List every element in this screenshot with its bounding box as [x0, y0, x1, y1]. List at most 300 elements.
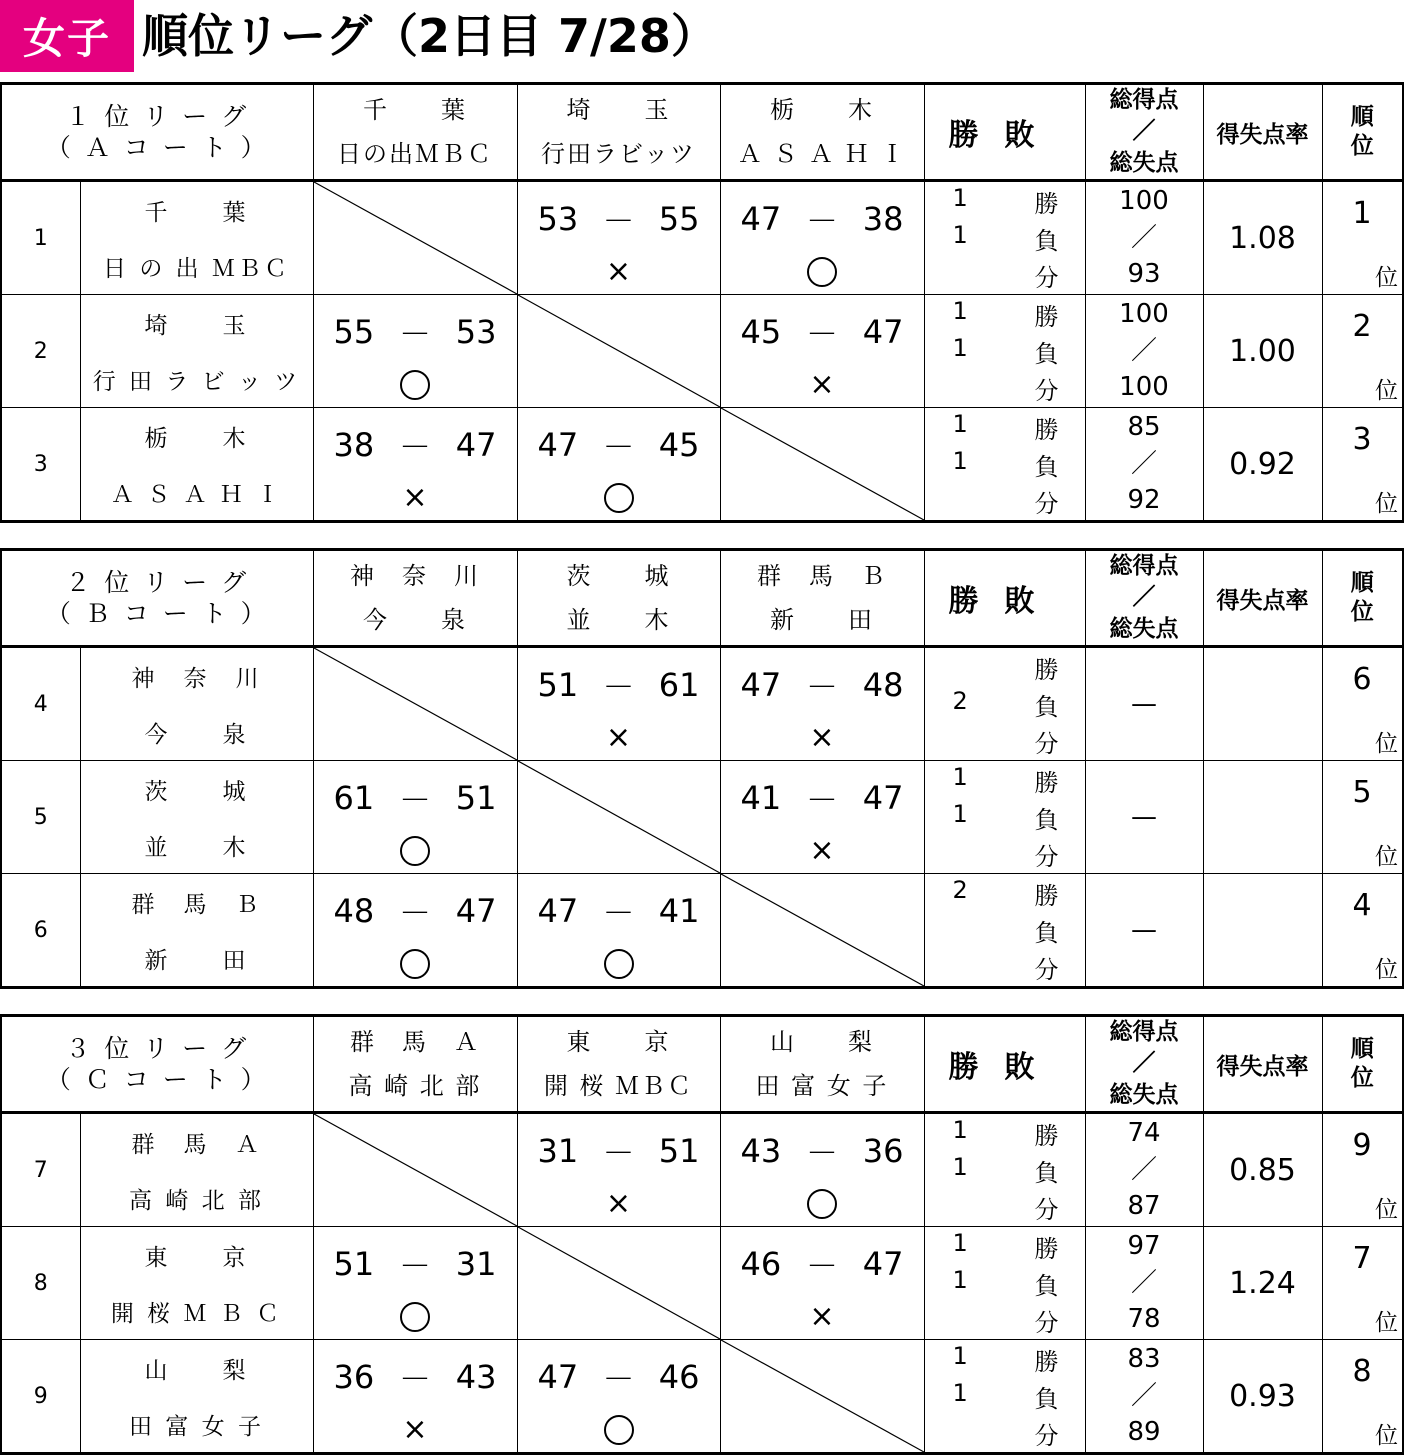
match-result-cell — [517, 1340, 720, 1454]
team-pref: 東 京 — [144, 1244, 249, 1271]
rank-suffix: 位 — [1375, 378, 1398, 404]
points-slash: ／ — [1130, 335, 1157, 366]
loss-mark-icon: × — [809, 367, 835, 402]
wins-label: 勝 — [1034, 882, 1059, 910]
score-dash: － — [398, 1360, 431, 1398]
rank-suffix: 位 — [1375, 1310, 1398, 1336]
self-match-cell — [313, 1113, 517, 1227]
team-club: 行 田 ラ ビ ッ ツ — [92, 368, 301, 395]
points-rate: 0.92 — [1203, 408, 1322, 522]
score-for: 51 — [537, 666, 579, 704]
win-loss-header: 勝敗 — [924, 1016, 1085, 1113]
score — [314, 892, 517, 930]
rank-suffix: 位 — [1375, 1423, 1398, 1449]
opponent-club: 日の出ＭＢＣ — [337, 139, 493, 168]
opponent-header — [313, 1016, 517, 1113]
points-header — [1085, 550, 1203, 647]
team-name — [80, 1227, 313, 1340]
loss-mark-icon: × — [605, 1186, 632, 1221]
opponent-header — [313, 550, 517, 647]
opponent-club: 並 木 — [566, 605, 671, 634]
team-club: 今 泉 — [144, 721, 249, 748]
loss-mark-icon: × — [809, 720, 835, 755]
wins-label: 勝 — [1034, 190, 1059, 218]
self-match-cell — [313, 647, 517, 761]
score-dash: － — [805, 781, 838, 819]
points-cell — [1085, 1340, 1203, 1454]
points-dash: — — [1131, 915, 1157, 945]
wins-count: 1 — [952, 297, 968, 325]
result-mark — [314, 946, 517, 982]
points-against: 92 — [1127, 485, 1161, 516]
rank-suffix: 位 — [1375, 1197, 1398, 1223]
win-loss-cell — [924, 181, 1085, 295]
league-name — [1, 84, 313, 181]
rank-value: 1 — [1352, 196, 1372, 231]
league-header-row — [1, 1016, 1403, 1113]
rank-cell — [1322, 1113, 1403, 1227]
score — [314, 426, 517, 464]
score — [518, 1358, 720, 1396]
points-for: 100 — [1119, 299, 1169, 330]
opponent-header — [517, 1016, 720, 1113]
wins-count: 1 — [952, 1116, 968, 1144]
score-against: 47 — [455, 426, 497, 464]
draws-label: 分 — [1034, 377, 1059, 405]
diagonal-line — [721, 874, 924, 986]
score — [518, 892, 720, 930]
wins-label: 勝 — [1034, 1348, 1059, 1376]
score-against: 47 — [455, 892, 497, 930]
team-number: 1 — [1, 181, 80, 295]
result-mark — [721, 367, 924, 403]
draws-label: 分 — [1034, 1309, 1059, 1337]
league-name-line1: ２ 位 リ ー グ — [65, 567, 250, 597]
score-for: 36 — [333, 1358, 375, 1396]
score — [314, 1245, 517, 1283]
team-row — [1, 408, 1403, 522]
score-against: 47 — [862, 779, 904, 817]
team-club: Ａ Ｓ Ａ Ｈ Ｉ — [110, 481, 283, 508]
rank-value: 6 — [1352, 662, 1372, 697]
loss-mark-icon: × — [402, 1412, 428, 1447]
result-mark — [314, 833, 517, 869]
points-for-label: 総得点 — [1109, 553, 1179, 580]
score — [721, 200, 924, 238]
team-name — [80, 647, 313, 761]
team-name — [80, 1113, 313, 1227]
result-mark — [721, 254, 924, 290]
losses-count: 1 — [952, 221, 968, 249]
league-name-line1: １ 位 リ ー グ — [65, 101, 250, 131]
team-club: 並 木 — [144, 834, 249, 861]
losses-count: 1 — [952, 800, 968, 828]
opponent-club: 高 崎 北 部 — [348, 1071, 482, 1100]
score-for: 47 — [537, 426, 579, 464]
losses-count: 1 — [952, 1266, 968, 1294]
win-loss-cell — [924, 1227, 1085, 1340]
league-name-line2: （ Ｃ コ ー ト ） — [45, 1065, 269, 1094]
wins-count: 1 — [952, 1229, 968, 1257]
points-cell — [1085, 1227, 1203, 1340]
opponent-pref: 埼 玉 — [566, 95, 671, 124]
team-row — [1, 761, 1403, 874]
match-result-cell — [313, 295, 517, 408]
rank-cell — [1322, 874, 1403, 988]
score-dash: － — [602, 894, 635, 932]
score — [314, 1358, 517, 1396]
score-for: 41 — [740, 779, 782, 817]
win-mark-icon — [400, 836, 430, 866]
win-mark-icon — [400, 370, 430, 400]
score-against: 47 — [862, 1245, 904, 1283]
rank-header — [1322, 1016, 1403, 1113]
rank-cell — [1322, 761, 1403, 874]
points-against: 93 — [1127, 259, 1161, 290]
score-for: 47 — [740, 666, 782, 704]
score-for: 47 — [537, 892, 579, 930]
match-result-cell — [313, 408, 517, 522]
team-number: 3 — [1, 408, 80, 522]
opponent-header — [517, 84, 720, 181]
points-against: 78 — [1127, 1304, 1161, 1335]
score-for: 43 — [740, 1132, 782, 1170]
league-name-line1: ３ 位 リ ー グ — [65, 1033, 250, 1063]
win-mark-icon — [807, 1189, 837, 1219]
win-loss-header: 勝敗 — [924, 550, 1085, 647]
opponent-header — [517, 550, 720, 647]
score-against: 36 — [862, 1132, 904, 1170]
wins-label: 勝 — [1034, 656, 1059, 684]
team-number: 2 — [1, 295, 80, 408]
team-pref: 栃 木 — [144, 425, 249, 452]
team-pref: 群 馬 Ｂ — [131, 891, 262, 918]
points-slash: ／ — [1130, 222, 1157, 253]
score-for: 53 — [537, 200, 579, 238]
losses-label: 負 — [1034, 806, 1059, 834]
points-against-label: 総失点 — [1109, 615, 1179, 642]
team-number: 7 — [1, 1113, 80, 1227]
draws-label: 分 — [1034, 730, 1059, 758]
loss-mark-icon: × — [605, 254, 632, 289]
self-match-cell — [517, 761, 720, 874]
opponent-pref: 神 奈 川 — [350, 561, 480, 590]
score-dash: － — [398, 894, 431, 932]
match-result-cell — [517, 408, 720, 522]
league-table-3 — [0, 1014, 1404, 1455]
league-name — [1, 550, 313, 647]
score-against: 55 — [658, 200, 700, 238]
points-slash: ／ — [1130, 448, 1157, 479]
team-row — [1, 1340, 1403, 1454]
loss-mark-icon: × — [809, 833, 835, 868]
opponent-pref: 山 梨 — [770, 1027, 874, 1056]
points-slash: ／ — [1132, 118, 1156, 145]
losses-label: 負 — [1034, 1159, 1059, 1187]
score-for: 48 — [333, 892, 375, 930]
match-result-cell — [720, 647, 924, 761]
team-number: 5 — [1, 761, 80, 874]
result-mark — [721, 833, 924, 869]
points-cell — [1085, 408, 1203, 522]
win-mark-icon — [604, 949, 634, 979]
team-number: 4 — [1, 647, 80, 761]
losses-count: 1 — [952, 1153, 968, 1181]
losses-count: 2 — [952, 687, 968, 715]
opponent-club: 新 田 — [770, 605, 874, 634]
wins-label: 勝 — [1034, 1122, 1059, 1150]
wins-label: 勝 — [1034, 769, 1059, 797]
team-club: 開 桜 Ｍ Ｂ Ｃ — [110, 1300, 283, 1327]
diagonal-line — [721, 408, 924, 520]
win-loss-cell — [924, 408, 1085, 522]
points-dash: — — [1131, 802, 1157, 832]
rate-header: 得失点率 — [1203, 550, 1322, 647]
team-name — [80, 761, 313, 874]
team-row — [1, 295, 1403, 408]
team-name — [80, 1340, 313, 1454]
score-dash: － — [602, 428, 635, 466]
score-dash: － — [805, 202, 838, 240]
score-dash: － — [602, 202, 635, 240]
score-dash: － — [398, 1247, 431, 1285]
rank-cell — [1322, 295, 1403, 408]
points-against-label: 総失点 — [1109, 1081, 1179, 1108]
diagonal-line — [314, 648, 517, 760]
points-slash: ／ — [1130, 1267, 1157, 1298]
result-mark — [518, 946, 720, 982]
points-against: 87 — [1127, 1191, 1161, 1222]
points-cell — [1085, 1113, 1203, 1227]
loss-mark-icon: × — [809, 1299, 835, 1334]
score-against: 38 — [862, 200, 904, 238]
points-rate: 1.00 — [1203, 295, 1322, 408]
league-table-1 — [0, 82, 1404, 523]
result-mark — [721, 720, 924, 756]
draws-label: 分 — [1034, 843, 1059, 871]
team-pref: 茨 城 — [144, 778, 249, 805]
result-mark — [314, 480, 517, 516]
opponent-club: Ａ Ｓ Ａ Ｈ Ｉ — [737, 139, 907, 168]
score-for: 47 — [740, 200, 782, 238]
score-dash: － — [805, 668, 838, 706]
rate-header: 得失点率 — [1203, 1016, 1322, 1113]
points-for: 74 — [1127, 1118, 1161, 1149]
points-for: 97 — [1127, 1231, 1161, 1262]
team-pref: 埼 玉 — [144, 312, 249, 339]
points-for-label: 総得点 — [1109, 1019, 1179, 1046]
score-for: 55 — [333, 313, 375, 351]
win-loss-cell — [924, 1113, 1085, 1227]
team-number: 6 — [1, 874, 80, 988]
match-result-cell — [720, 761, 924, 874]
diagonal-line — [314, 182, 517, 294]
draws-label: 分 — [1034, 1422, 1059, 1450]
rate-header: 得失点率 — [1203, 84, 1322, 181]
draws-label: 分 — [1034, 956, 1059, 984]
score-dash: － — [805, 315, 838, 353]
win-mark-icon — [604, 1415, 634, 1445]
league-header-row — [1, 550, 1403, 647]
points-header — [1085, 1016, 1203, 1113]
result-mark — [518, 254, 720, 290]
team-number: 9 — [1, 1340, 80, 1454]
score-dash: － — [805, 1134, 838, 1172]
opponent-pref: 茨 城 — [566, 561, 671, 590]
points-for: 85 — [1127, 412, 1161, 443]
points-cell — [1085, 761, 1203, 874]
rank-header-top: 順 — [1350, 104, 1374, 131]
wins-label: 勝 — [1034, 416, 1059, 444]
league-name-line2: （ Ｂ コ ー ト ） — [45, 599, 269, 628]
score — [721, 1132, 924, 1170]
losses-label: 負 — [1034, 919, 1059, 947]
points-for: 83 — [1127, 1344, 1161, 1375]
score-against: 51 — [455, 779, 497, 817]
team-pref: 群 馬 Ａ — [131, 1131, 262, 1158]
rank-header-top: 順 — [1350, 570, 1374, 597]
rank-cell — [1322, 1227, 1403, 1340]
win-mark-icon — [400, 949, 430, 979]
result-mark — [518, 480, 720, 516]
score-against: 61 — [658, 666, 700, 704]
score-for: 31 — [537, 1132, 579, 1170]
score — [314, 313, 517, 351]
score — [721, 1245, 924, 1283]
rank-value: 2 — [1352, 309, 1372, 344]
score-against: 47 — [862, 313, 904, 351]
match-result-cell — [720, 1227, 924, 1340]
score-against: 41 — [658, 892, 700, 930]
rank-suffix: 位 — [1375, 957, 1398, 983]
draws-label: 分 — [1034, 264, 1059, 292]
rank-cell — [1322, 181, 1403, 295]
league-header-row — [1, 84, 1403, 181]
win-loss-header: 勝敗 — [924, 84, 1085, 181]
rank-header-bottom: 位 — [1350, 133, 1374, 159]
win-loss-cell — [924, 647, 1085, 761]
rank-suffix: 位 — [1375, 731, 1398, 757]
result-mark — [518, 1412, 720, 1448]
losses-count: 1 — [952, 334, 968, 362]
league-name — [1, 1016, 313, 1113]
win-loss-cell — [924, 295, 1085, 408]
match-result-cell — [720, 295, 924, 408]
match-result-cell — [313, 874, 517, 988]
page-title: 順位リーグ（2日目 7/28） — [142, 9, 717, 63]
score — [518, 1132, 720, 1170]
team-club: 高 崎 北 部 — [129, 1187, 264, 1214]
score-against: 48 — [862, 666, 904, 704]
points-rate — [1203, 761, 1322, 874]
rank-header — [1322, 84, 1403, 181]
opponent-pref: 千 葉 — [363, 95, 467, 124]
points-rate: 1.24 — [1203, 1227, 1322, 1340]
score-for: 47 — [537, 1358, 579, 1396]
score-dash: － — [398, 781, 431, 819]
team-row — [1, 647, 1403, 761]
points-slash: ／ — [1132, 1050, 1156, 1077]
team-name — [80, 295, 313, 408]
self-match-cell — [720, 874, 924, 988]
wins-count: 1 — [952, 410, 968, 438]
points-against: 89 — [1127, 1417, 1161, 1448]
score — [314, 779, 517, 817]
match-result-cell — [517, 181, 720, 295]
team-pref: 千 葉 — [144, 199, 249, 226]
win-mark-icon — [807, 257, 837, 287]
points-slash: ／ — [1132, 584, 1156, 611]
score-for: 38 — [333, 426, 375, 464]
rank-cell — [1322, 1340, 1403, 1454]
loss-mark-icon: × — [402, 480, 428, 515]
score-against: 45 — [658, 426, 700, 464]
points-rate: 0.93 — [1203, 1340, 1322, 1454]
rank-value: 8 — [1352, 1354, 1372, 1389]
points-rate — [1203, 874, 1322, 988]
match-result-cell — [720, 181, 924, 295]
points-slash: ／ — [1130, 1154, 1157, 1185]
rank-suffix: 位 — [1375, 844, 1398, 870]
points-cell — [1085, 295, 1203, 408]
team-pref: 神 奈 川 — [131, 665, 262, 692]
self-match-cell — [517, 1227, 720, 1340]
points-rate: 0.85 — [1203, 1113, 1322, 1227]
opponent-header — [720, 1016, 924, 1113]
self-match-cell — [313, 181, 517, 295]
team-club: 新 田 — [144, 947, 249, 974]
points-cell — [1085, 181, 1203, 295]
match-result-cell — [517, 647, 720, 761]
team-name — [80, 408, 313, 522]
losses-count: 1 — [952, 1379, 968, 1407]
points-cell — [1085, 874, 1203, 988]
opponent-pref: 群 馬 Ａ — [350, 1027, 480, 1056]
opponent-club: 田 富 女 子 — [755, 1071, 889, 1100]
opponent-header — [720, 550, 924, 647]
rank-header-bottom: 位 — [1350, 1065, 1374, 1091]
opponent-pref: 東 京 — [566, 1027, 671, 1056]
score-against: 51 — [658, 1132, 700, 1170]
diagonal-line — [518, 1227, 720, 1339]
score-against: 43 — [455, 1358, 497, 1396]
score-for: 61 — [333, 779, 375, 817]
rank-cell — [1322, 647, 1403, 761]
team-row — [1, 1227, 1403, 1340]
match-result-cell — [313, 1340, 517, 1454]
result-mark — [314, 1412, 517, 1448]
draws-label: 分 — [1034, 1196, 1059, 1224]
self-match-cell — [720, 1340, 924, 1454]
wins-count: 1 — [952, 1342, 968, 1370]
opponent-pref: 栃 木 — [770, 95, 874, 124]
score-dash: － — [398, 315, 431, 353]
points-dash: — — [1131, 689, 1157, 719]
win-mark-icon — [604, 483, 634, 513]
points-against: 100 — [1119, 372, 1169, 403]
team-row — [1, 1113, 1403, 1227]
opponent-club: 行田ラビッツ — [540, 139, 697, 168]
wins-count: 2 — [952, 876, 968, 904]
match-result-cell — [517, 1113, 720, 1227]
wins-count: 1 — [952, 184, 968, 212]
losses-label: 負 — [1034, 227, 1059, 255]
rank-suffix: 位 — [1375, 265, 1398, 291]
points-header — [1085, 84, 1203, 181]
score-dash: － — [602, 668, 635, 706]
win-mark-icon — [400, 1302, 430, 1332]
score — [518, 200, 720, 238]
